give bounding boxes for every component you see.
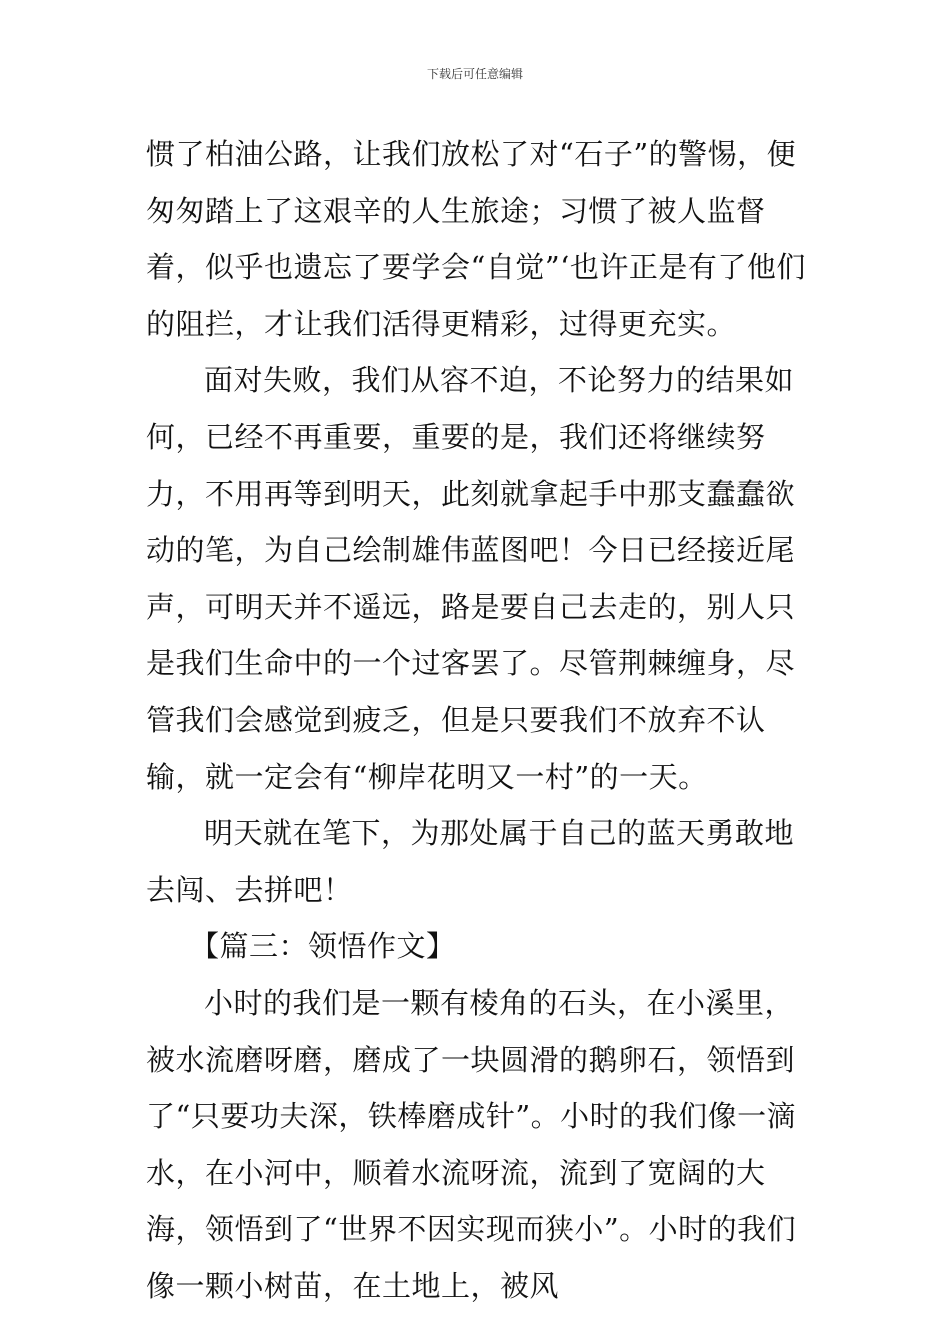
page-header: 下载后可任意编辑 [426, 67, 523, 81]
paragraph-childhood: 小时的我们是一颗有棱角的石头，在小溪里，被水流磨呀磨，磨成了一块圆滑的鹅卵石，领悟到了“只要功夫深，铁棒磨成针”。小时的我们像一滴水，在小河中，顺着水流呀流，流到了宽阔的大海，领悟到了“世界不因实现而狭小”。小时的我们像一颗小树苗，在土地上，被风 [146, 985, 797, 1303]
paragraph-failure: 面对失败，我们从容不迫，不论努力的结果如何，已经不再重要，重要的是，我们还将继续努力，不用再等到明天，此刻就拿起手中那支蠢蠢欲动的笔，为自己绘制雄伟蓝图吧！今日已经接近尾声，可明天并不遥远，路是要自己去走的，别人只是我们生命中的一个过客罢了。尽管荆棘缠身，尽管我们会感觉到疲乏，但是只要我们不放弃不认输，就一定会有“柳岸花明又一村”的一天。 [146, 363, 796, 794]
paragraph-continued: 惯了柏油公路，让我们放松了对“石子”的警惕，便匆匆踏上了这艰辛的人生旅途；习惯了被人监督着，似乎也遗忘了要学会“自觉”‘也许正是有了他们的阻拦，才让我们活得更精彩，过得更充实。 [146, 137, 806, 341]
paragraph-tomorrow: 明天就在笔下，为那处属于自己的蓝天勇敢地去闯、去拼吧！ [146, 816, 795, 907]
section-heading: 【篇三：领悟作文】 [190, 929, 456, 964]
document-body [146, 126, 806, 1314]
